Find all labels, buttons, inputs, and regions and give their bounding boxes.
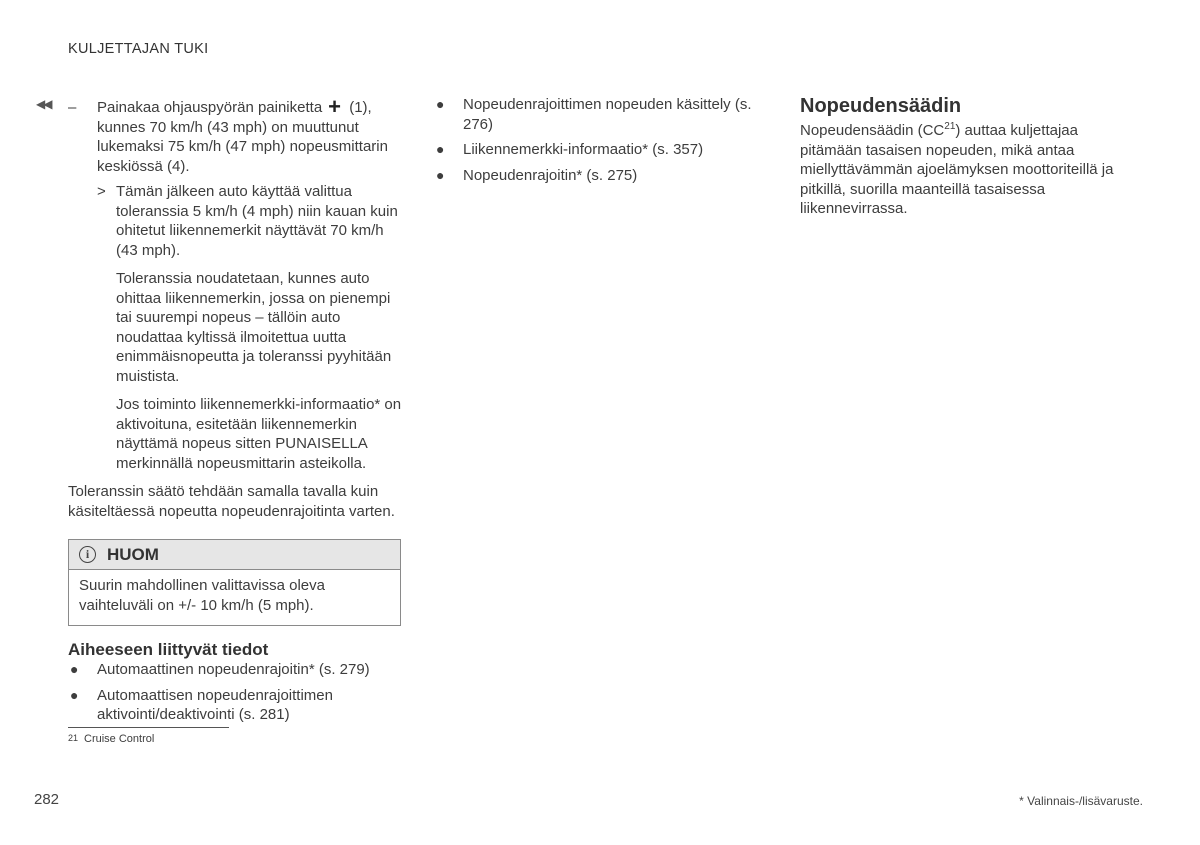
related-info-title: Aiheeseen liittyvät tiedot (68, 640, 269, 659)
related-link-text[interactable]: Liikennemerkki-informaatio* (s. 357) (463, 141, 704, 158)
bullet-icon: ● (436, 141, 445, 157)
continuation-icon: ◀◀ (36, 97, 51, 111)
bullet-icon: ● (70, 686, 79, 703)
traffic-sign-paragraph: Jos toiminto liikennemerkki-informaatio* on aktivoituna, esitetään liikennemerkin näyttämä nopeus sitten PUNAISELLA merkinnällä nopeusmittarin asteikolla. (116, 396, 402, 472)
bullet-icon: ● (70, 661, 79, 677)
step-result (68, 182, 403, 260)
related-link-text[interactable]: Nopeudenrajoitin* (s. 275) (463, 166, 638, 184)
section-heading: Nopeudensäädin (800, 95, 962, 117)
step-text-after: (1), kunnes 70 km/h (43 mph) on muuttunut lukemaksi 75 km/h (47 mph) nopeusmittarin keskiössä (4). (97, 99, 388, 175)
footnote-divider (68, 727, 229, 728)
footnote-ref[interactable]: 21 (944, 121, 956, 132)
related-link[interactable] (434, 140, 764, 160)
related-link[interactable] (68, 686, 403, 725)
intro-text-after: ) auttaa kuljettajaa pitämään tasaisen nopeuden, mikä antaa miellyttävämmän ajoelämyksen moottoriteillä ja pitkillä, suorilla maanteillä tasaisessa liikennevirrassa. (800, 122, 1114, 217)
note-header (69, 540, 400, 569)
footnote (68, 731, 154, 746)
footnote-text: Cruise Control (84, 733, 155, 745)
footnote-number: 21 (68, 733, 79, 743)
instruction-step (68, 94, 403, 176)
related-link-text[interactable]: Nopeudenrajoittimen nopeuden käsittely (s. 276) (463, 96, 752, 133)
optional-equipment-note: * Valinnais-/lisävaruste. (1019, 794, 1143, 808)
note-body: Suurin mahdollinen valittavissa oleva vaihteluväli on +/- 10 km/h (5 mph). (69, 569, 400, 625)
note-box (68, 539, 401, 626)
info-icon: i (79, 546, 96, 563)
tolerance-adjust-paragraph: Toleranssin säätö tehdään samalla tavalla kuin käsiteltäessä nopeutta nopeudenrajoitinta varten. (68, 483, 395, 520)
step-text-before: Painakaa ohjauspyörän painiketta (97, 99, 323, 116)
related-links-list-continued (434, 95, 764, 185)
page-number: 282 (34, 791, 60, 808)
related-link[interactable] (68, 660, 403, 680)
intro-text-before: Nopeudensäädin (CC (800, 122, 945, 139)
related-link[interactable] (434, 95, 764, 134)
related-link[interactable] (434, 166, 764, 186)
bullet-icon: ● (436, 166, 445, 183)
related-link-text[interactable]: Automaattinen nopeudenrajoitin* (s. 279) (97, 661, 370, 678)
column-middle (434, 95, 764, 185)
plus-button-icon: + (328, 94, 342, 119)
bullet-icon: ● (436, 96, 445, 112)
dash-marker: – (68, 99, 77, 116)
result-text: Tämän jälkeen auto käyttää valittua toleranssia 5 km/h (4 mph) niin kauan kuin ohitetut liikennemerkit näyttävät 70 km/h (43 mph). (116, 183, 398, 259)
related-links-list (68, 660, 403, 725)
related-link-text[interactable]: Automaattisen nopeudenrajoittimen aktivointi/deaktivointi (s. 281) (97, 686, 333, 723)
note-title: HUOM (107, 544, 159, 564)
tolerance-paragraph: Toleranssia noudatetaan, kunnes auto ohittaa liikennemerkin, jossa on pienempi tai suurempi nopeus – tällöin auto noudattaa kyltissä ilmoitettua uutta enimmäisnopeutta ja toleranssi pyyhitään muistista. (116, 270, 392, 385)
result-marker: > (97, 183, 106, 200)
column-right (800, 95, 1130, 219)
section-header: KULJETTAJAN TUKI (68, 41, 209, 57)
column-left (68, 94, 403, 725)
cruise-control-intro (800, 121, 1130, 219)
